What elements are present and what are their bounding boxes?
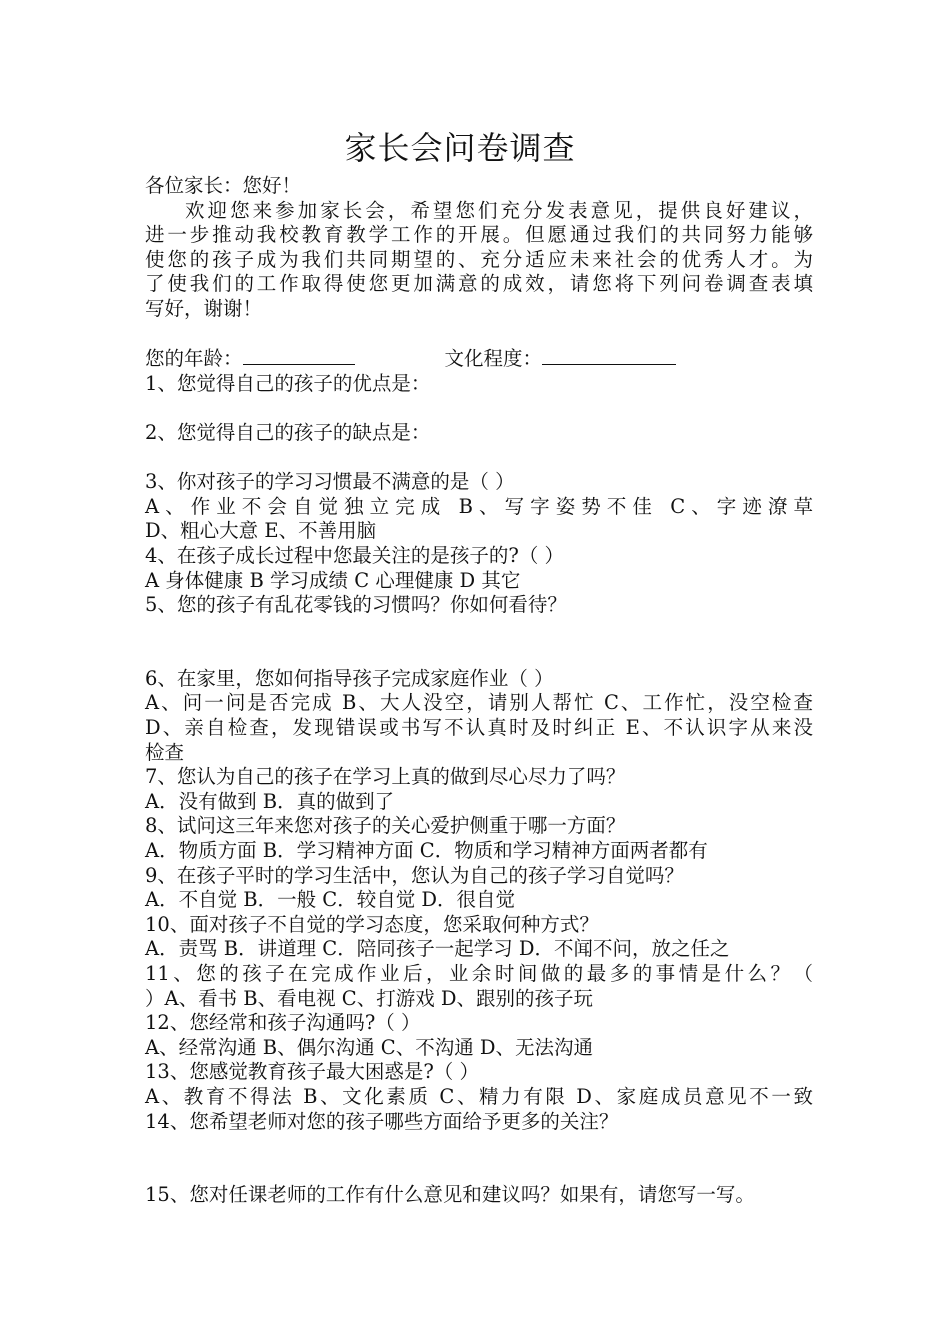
- question-5: 5、您的孩子有乱花零钱的习惯吗？你如何看待？: [145, 593, 567, 617]
- question-12: 12、您经常和孩子沟通吗?（ ）: [145, 1011, 421, 1035]
- question-15: 15、您对任课老师的工作有什么意见和建议吗？如果有，请您写一写。: [145, 1183, 755, 1207]
- question-9-options: A．不自觉 B．一般 C．较自觉 D．很自觉: [145, 888, 516, 912]
- intro-line-3: 使您的孩子成为我们共同期望的、充分适应未来社会的优秀人才。为: [145, 247, 813, 271]
- intro-line-4: 了使我们的工作取得使您更加满意的成效，请您将下列问卷调查表填: [145, 272, 813, 296]
- question-10: 10、面对孩子不自觉的学习态度，您采取何种方式？: [145, 912, 599, 936]
- education-field[interactable]: [542, 346, 676, 365]
- question-11-options: ）A、看书 B、看电视 C、打游戏 D、跟别的孩子玩: [145, 986, 594, 1010]
- question-3-options-2: D、粗心大意 E、不善用脑: [145, 519, 377, 543]
- answer-space[interactable]: [145, 618, 813, 667]
- question-11: 11、您的孩子在完成作业后，业余时间做的最多的事情是什么？（: [145, 962, 813, 985]
- intro-line-2: 进一步推动我校教育教学工作的开展。但愿通过我们的共同努力能够: [145, 223, 813, 247]
- info-line: [145, 346, 813, 372]
- question-8-options: A．物质方面 B．学习精神方面 C．物质和学习精神方面两者都有: [145, 839, 708, 863]
- question-12-options: A、经常沟通 B、偶尔沟通 C、不沟通 D、无法沟通: [145, 1035, 594, 1059]
- intro-line-1: 欢迎您来参加家长会，希望您们充分发表意见，提供良好建议，: [185, 198, 813, 222]
- question-3-options-1: A、作业不会自觉独立完成 B、写字姿势不佳 C、字迹潦草: [145, 494, 813, 518]
- answer-space[interactable]: [145, 1134, 813, 1183]
- question-6-options-3: 检查: [145, 740, 185, 764]
- question-6-options-2: D、亲自检查，发现错误或书写不认真时及时纠正 E、不认识字从来没: [145, 716, 813, 740]
- question-13: 13、您感觉教育孩子最大困惑是?（ ）: [145, 1060, 479, 1084]
- age-field[interactable]: [243, 346, 355, 365]
- answer-space[interactable]: [145, 396, 813, 421]
- question-1: 1、您觉得自己的孩子的优点是：: [145, 371, 431, 395]
- age-label: 您的年龄：: [145, 347, 243, 371]
- question-7-options: A．没有做到 B．真的做到了: [145, 789, 395, 813]
- question-6-options-1: A、问一问是否完成 B、大人没空，请别人帮忙 C、工作忙，没空检查: [145, 691, 813, 715]
- question-4-options: A 身体健康 B 学习成绩 C 心理健康 D 其它: [145, 568, 521, 592]
- question-6: 6、在家里，您如何指导孩子完成家庭作业（ ）: [145, 666, 554, 690]
- document-body: [145, 174, 813, 1208]
- answer-space[interactable]: [145, 446, 813, 471]
- question-7: 7、您认为自己的孩子在学习上真的做到尽心尽力了吗？: [145, 765, 626, 789]
- question-10-options: A．责骂 B．讲道理 C．陪同孩子一起学习 D．不闻不问，放之任之: [145, 937, 730, 961]
- education-label: 文化程度：: [444, 347, 543, 371]
- question-8: 8、试问这三年来您对孩子的关心爱护侧重于哪一方面？: [145, 814, 626, 838]
- question-14: 14、您希望老师对您的孩子哪些方面给予更多的关注？: [145, 1109, 619, 1133]
- spacer: [145, 322, 813, 347]
- question-13-options: A、教育不得法 B、文化素质 C、精力有限 D、家庭成员意见不一致: [145, 1084, 813, 1108]
- greeting: 各位家长：您好！: [145, 174, 302, 197]
- question-4: 4、在孩子成长过程中您最关注的是孩子的?（ ）: [145, 543, 565, 567]
- question-9: 9、在孩子平时的学习生活中，您认为自己的孩子学习自觉吗？: [145, 863, 684, 887]
- page-title: 家长会问卷调查: [344, 129, 576, 167]
- intro-line-5: 写好，谢谢！: [145, 296, 263, 320]
- question-2: 2、您觉得自己的孩子的缺点是：: [145, 420, 431, 444]
- question-3: 3、你对孩子的学习习惯最不满意的是（ ）: [145, 470, 515, 494]
